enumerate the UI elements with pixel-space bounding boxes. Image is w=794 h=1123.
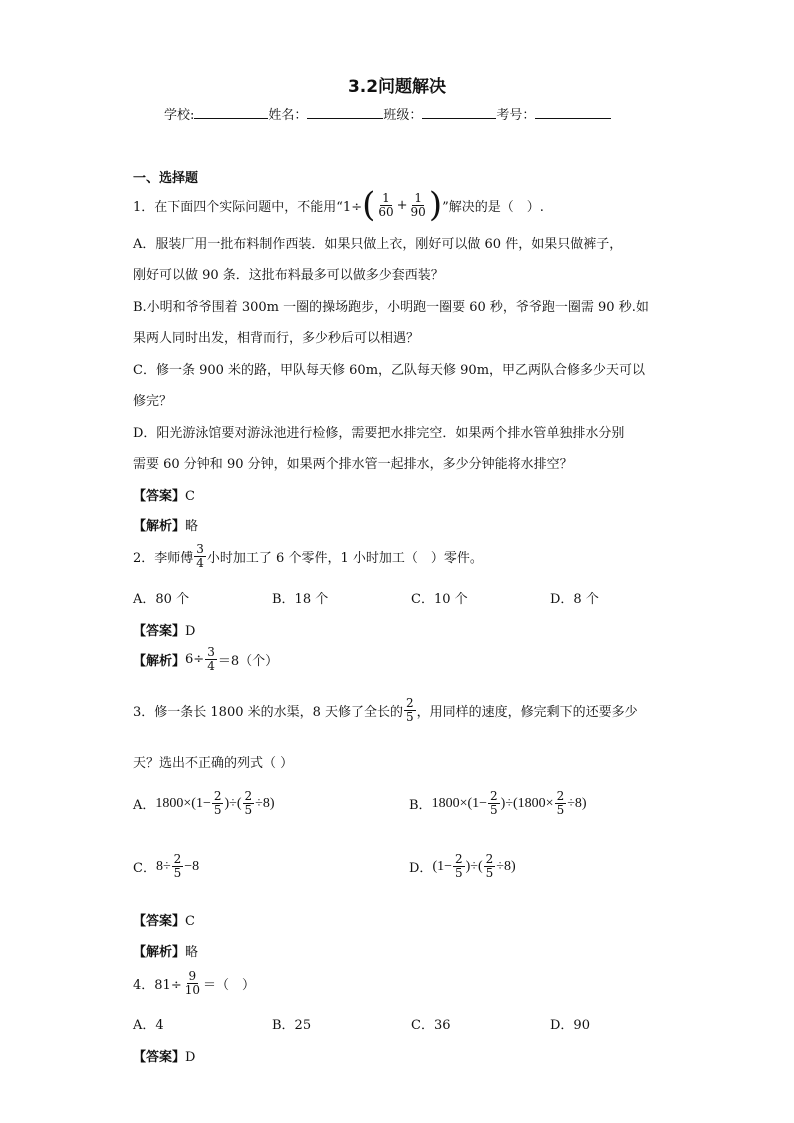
fraction-numerator: 2 — [490, 789, 498, 803]
expr-part: 1800×(1− — [155, 795, 211, 811]
page-title: 3.2问题解决 — [347, 77, 447, 97]
answer-label: 【答案】 — [133, 489, 186, 504]
fraction-numerator: 2 — [406, 696, 414, 710]
q2-answer — [133, 620, 195, 639]
q4-stem-end: ＝（ ） — [203, 978, 256, 993]
q3-analysis — [133, 941, 198, 960]
expr-part: 8÷ — [155, 858, 171, 874]
q1-option-c-line2: 修完？ — [133, 394, 173, 409]
fraction-denominator: 5 — [485, 866, 494, 880]
option-label: A． — [133, 798, 156, 813]
fraction-denominator: 5 — [455, 866, 463, 880]
fraction-numerator: 1 — [382, 190, 390, 205]
analysis-value: 略 — [185, 945, 199, 960]
name-blank — [307, 106, 383, 119]
analysis-expr: 6÷ — [185, 652, 205, 667]
fraction-denominator: 10 — [184, 983, 200, 997]
answer-label: 【答案】 — [133, 624, 186, 639]
section-heading: 一、选择题 — [133, 171, 199, 186]
q1-option-b-line1: B.小明和爷爷围着 300m 一圈的操场跑步，小明跑一圈要 60 秒，爷爷跑一圈需 90 秒.如 — [133, 300, 649, 315]
expr-part: ÷8) — [255, 795, 275, 811]
q3-answer — [133, 910, 195, 929]
answer-label: 【答案】 — [133, 914, 186, 929]
name-label: 姓名： — [268, 108, 308, 123]
q3-stem — [133, 697, 638, 724]
q3-option-b — [409, 790, 587, 817]
number-blank — [535, 106, 611, 119]
school-blank — [194, 106, 268, 119]
fraction-numerator: 2 — [485, 852, 494, 866]
analysis-label: 【解析】 — [133, 654, 186, 669]
expr-part: −8 — [184, 858, 200, 874]
q3-option-a — [133, 790, 275, 817]
fraction-numerator: 2 — [244, 789, 253, 803]
fraction-denominator: 5 — [173, 866, 182, 880]
fraction-numerator: 9 — [188, 969, 197, 983]
analysis-value: 略 — [185, 519, 199, 534]
fraction-numerator: 3 — [196, 542, 204, 556]
q4-option-c: C．36 — [411, 1018, 451, 1033]
option-label: C． — [133, 861, 156, 876]
q1-answer — [133, 485, 195, 504]
student-info-line — [164, 104, 611, 123]
q2-stem — [133, 543, 483, 570]
q1-option-c-line1: C．修一条 900 米的路，甲队每天修 60m，乙队每天修 90m，甲乙两队合修多少天可以 — [133, 363, 646, 378]
fraction-denominator: 5 — [244, 803, 253, 817]
answer-value: C — [185, 489, 195, 504]
q2-option-b: B．18 个 — [272, 592, 329, 607]
q2-option-a: A．80 个 — [133, 592, 190, 607]
fraction-numerator: 2 — [556, 789, 565, 803]
fraction-denominator: 90 — [410, 204, 426, 219]
expr-part: )÷( — [224, 795, 242, 811]
fraction-denominator: 4 — [196, 556, 204, 570]
option-label: B． — [409, 798, 432, 813]
fraction-denominator: 60 — [378, 204, 394, 219]
option-label: D． — [409, 861, 433, 876]
q3-stem-line2: 天？选出不正确的列式（ ） — [133, 756, 294, 771]
q3-option-d — [409, 853, 516, 880]
class-label: 班级： — [383, 108, 423, 123]
q1-option-b-line2: 果两人同时出发，相背而行，多少秒后可以相遇？ — [133, 331, 420, 346]
q1-stem — [133, 185, 544, 225]
expr-part: )÷( — [465, 858, 483, 874]
q1-analysis — [133, 515, 198, 534]
plus-sign: + — [396, 197, 408, 213]
expr-part: ÷8) — [567, 795, 587, 811]
fraction-numerator: 1 — [414, 190, 422, 205]
q3-stem-end: ，用同样的速度，修完剩下的还要多少 — [416, 705, 638, 720]
q2-analysis — [133, 646, 278, 673]
analysis-result: ＝8（个） — [217, 654, 279, 669]
expr-part: ÷8) — [496, 858, 516, 874]
answer-value: C — [185, 914, 195, 929]
analysis-label: 【解析】 — [133, 519, 186, 534]
q4-answer — [133, 1046, 195, 1065]
q1-option-a-line1: A．服装厂用一批布料制作西装．如果只做上衣，刚好可以做 60 件，如果只做裤子， — [133, 237, 623, 252]
fraction-denominator: 5 — [490, 803, 498, 817]
fraction-numerator: 2 — [455, 852, 463, 866]
number-label: 考号： — [496, 108, 536, 123]
q1-paren-expr: ( $\frac{1}{60}$ + $\frac{1}{90}$ ) — [362, 185, 443, 225]
q2-stem-end: 小时加工了 6 个零件，1 小时加工（ ）零件。 — [206, 551, 483, 566]
answer-value: D — [185, 624, 196, 639]
fraction-denominator: 5 — [213, 803, 222, 817]
q2-stem-text: 2．李师傅 — [133, 551, 194, 566]
q3-stem-text: 3．修一条长 1800 米的水渠，8 天修了全长的 — [133, 705, 404, 720]
answer-value: D — [185, 1050, 196, 1065]
q4-option-d: D．90 — [550, 1018, 590, 1033]
q3-option-c — [133, 853, 199, 880]
fraction-denominator: 5 — [406, 710, 414, 724]
q4-stem — [133, 970, 255, 997]
q4-option-b: B．25 — [272, 1018, 312, 1033]
q1-option-d-line1: D．阳光游泳馆要对游泳池进行检修，需要把水排完空．如果两个排水管单独排水分别 — [133, 426, 625, 441]
class-blank — [422, 106, 496, 119]
fraction-denominator: 4 — [207, 659, 215, 673]
q4-option-a: A．4 — [133, 1018, 164, 1033]
expr-part: )÷(1800× — [500, 795, 554, 811]
q1-stem-end: ”解决的是（ ）. — [442, 199, 544, 215]
expr-part: (1− — [432, 858, 452, 874]
q4-stem-text: 4．81÷ — [133, 978, 182, 993]
answer-label: 【答案】 — [133, 1050, 186, 1065]
q1-option-d-line2: 需要 60 分钟和 90 分钟，如果两个排水管一起排水，多少分钟能将水排空？ — [133, 457, 573, 472]
fraction-denominator: 5 — [556, 803, 565, 817]
q2-option-c: C．10 个 — [411, 592, 468, 607]
fraction-numerator: 2 — [213, 789, 222, 803]
fraction-numerator: 2 — [173, 852, 182, 866]
q1-option-a-line2: 刚好可以做 90 条．这批布料最多可以做多少套西装？ — [133, 268, 444, 283]
q1-stem-text: 1．在下面四个实际问题中，不能用“1÷ — [133, 199, 363, 215]
q2-option-d: D．8 个 — [550, 592, 599, 607]
analysis-label: 【解析】 — [133, 945, 186, 960]
fraction-numerator: 3 — [207, 645, 215, 659]
expr-part: 1800×(1− — [431, 795, 488, 811]
school-label: 学校: — [164, 108, 195, 123]
